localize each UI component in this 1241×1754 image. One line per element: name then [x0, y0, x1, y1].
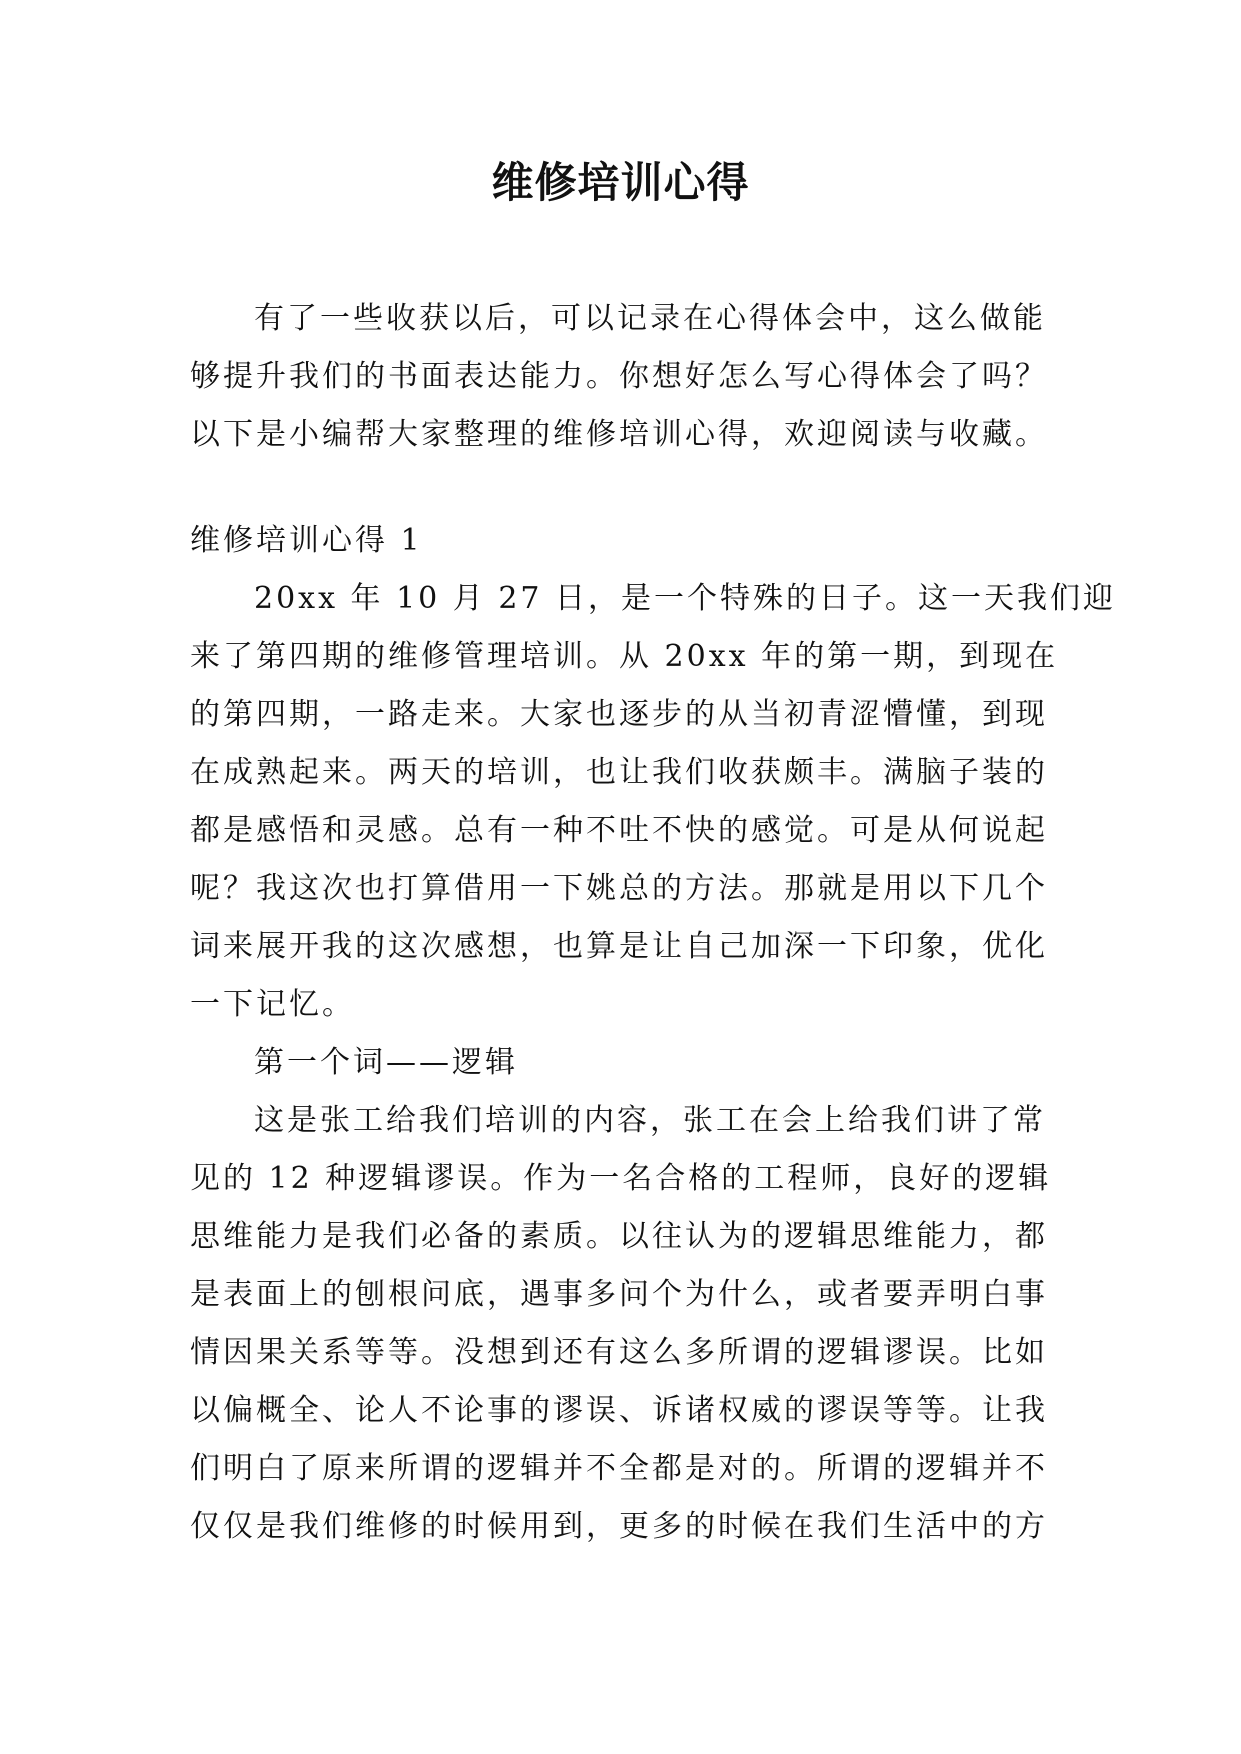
section-heading: 维修培训心得 1 — [190, 523, 423, 558]
paragraph-line: 都是感悟和灵感。总有一种不吐不快的感觉。可是从何说起 — [190, 813, 1048, 848]
intro-line: 有了一些收获以后，可以记录在心得体会中，这么做能 — [254, 301, 1046, 336]
spacer — [190, 464, 1050, 512]
paragraph-line: 20xx 年 10 月 27 日，是一个特殊的日子。这一天我们迎 — [254, 581, 1117, 616]
paragraph-line: 的第四期，一路走来。大家也逐步的从当初青涩懵懂，到现 — [190, 697, 1048, 732]
paragraph-line: 来了第四期的维修管理培训。从 20xx 年的第一期，到现在 — [190, 639, 1059, 674]
paragraph-line: 呢？我这次也打算借用一下姚总的方法。那就是用以下几个 — [190, 871, 1048, 906]
paragraph-line: 情因果关系等等。没想到还有这么多所谓的逻辑谬误。比如 — [190, 1335, 1048, 1370]
paragraph-line: 这是张工给我们培训的内容，张工在会上给我们讲了常 — [254, 1103, 1046, 1138]
paragraph-line: 仅仅是我们维修的时候用到，更多的时候在我们生活中的方 — [190, 1509, 1048, 1544]
paragraph-line: 在成熟起来。两天的培训，也让我们收获颇丰。满脑子装的 — [190, 755, 1048, 790]
paragraph-line: 思维能力是我们必备的素质。以往认为的逻辑思维能力，都 — [190, 1219, 1048, 1254]
document-title: 维修培训心得 — [491, 158, 750, 207]
document-body — [190, 290, 1117, 1556]
paragraph-line: 是表面上的刨根问底，遇事多问个为什么，或者要弄明白事 — [190, 1277, 1048, 1312]
intro-line: 够提升我们的书面表达能力。你想好怎么写心得体会了吗？ — [190, 359, 1048, 394]
subheading: 第一个词——逻辑 — [254, 1045, 518, 1080]
paragraph-line: 以偏概全、论人不论事的谬误、诉诸权威的谬误等等。让我 — [190, 1393, 1048, 1428]
paragraph-line: 们明白了原来所谓的逻辑并不全都是对的。所谓的逻辑并不 — [190, 1451, 1048, 1486]
paragraph-line: 见的 12 种逻辑谬误。作为一名合格的工程师，良好的逻辑 — [190, 1161, 1052, 1196]
intro-line: 以下是小编帮大家整理的维修培训心得，欢迎阅读与收藏。 — [190, 417, 1048, 452]
paragraph-line: 一下记忆。 — [190, 987, 355, 1022]
paragraph-line: 词来展开我的这次感想，也算是让自己加深一下印象，优化 — [190, 929, 1048, 964]
